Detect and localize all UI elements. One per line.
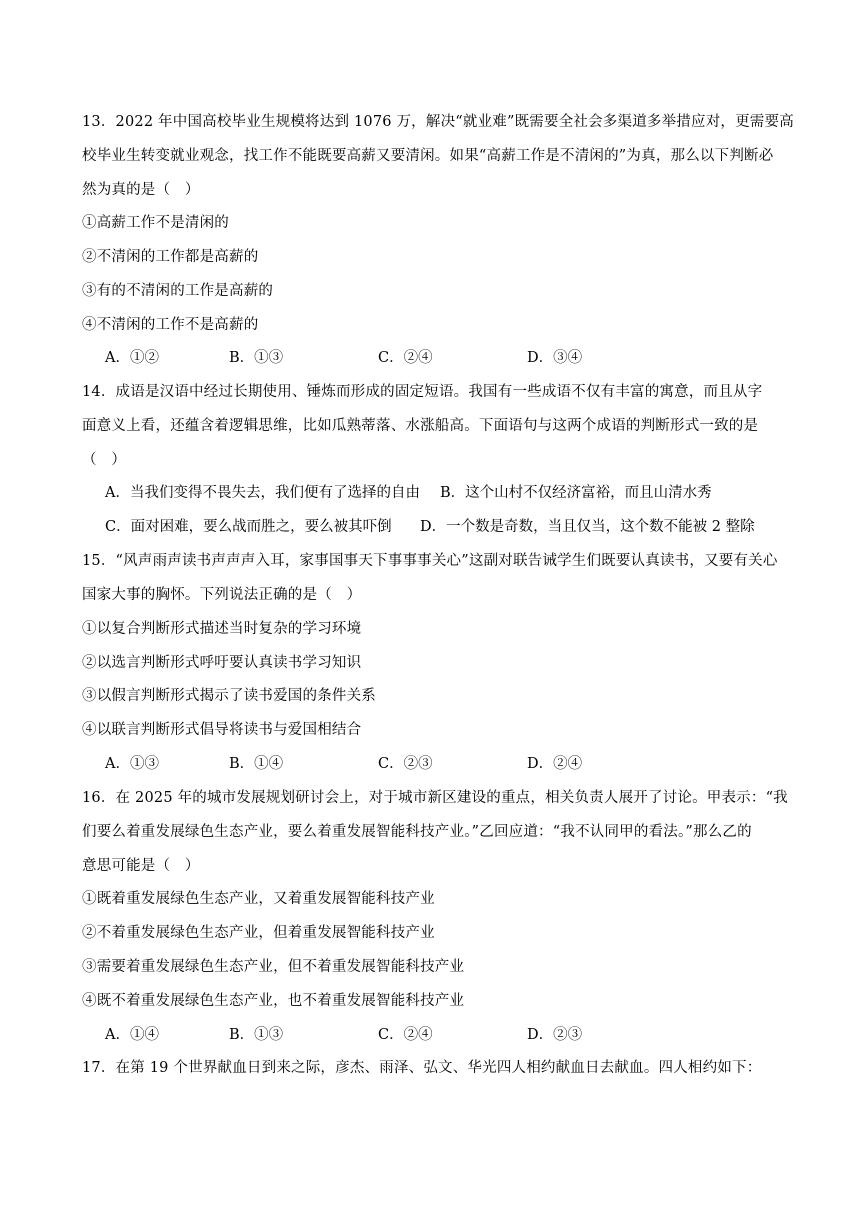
q15-option-b: B．①④ [229,756,284,772]
q16-stem-line-3: 意思可能是（ ） [82,858,200,874]
q16-option-a: A．①④ [105,1027,159,1043]
q13-stem-line-1: 13．2022 年中国高校毕业生规模将达到 1076 万，解决“就业难”既需要全社会多渠道多举措应对，更需要高 [82,114,794,130]
q15-option-d: D．②④ [527,756,583,772]
q16-statement-3: ③需要着重发展绿色生态产业，但不着重发展智能科技产业 [82,959,465,975]
q13-statement-2: ②不清闲的工作都是高薪的 [82,249,259,265]
q15-stem-line-2: 国家大事的胸怀。下列说法正确的是（ ） [82,587,362,603]
q13-option-a: A．①② [105,350,159,366]
q15-statement-4: ④以联言判断形式倡导将读书与爱国相结合 [82,722,362,738]
q16-statement-2: ②不着重发展绿色生态产业，但着重发展智能科技产业 [82,925,435,941]
q14-option-a: A．当我们变得不畏失去，我们便有了选择的自由 [105,485,420,501]
q16-option-b: B．①③ [229,1027,284,1043]
q13-stem-line-3: 然为真的是（ ） [82,182,200,198]
q16-stem-line-2: 们要么着重发展绿色生态产业，要么着重发展智能科技产业。”乙回应道：“我不认同甲的看法。”那么乙的 [82,824,752,840]
q14-stem-line-3: （ ） [82,452,127,468]
q15-option-a: A．①③ [105,756,159,772]
q13-option-b: B．①③ [229,350,284,366]
q13-statement-1: ①高薪工作不是清闲的 [82,215,229,231]
q13-option-d: D．③④ [527,350,583,366]
q16-option-d: D．②③ [527,1027,583,1043]
q14-option-c: C．面对困难，要么战而胜之，要么被其吓倒 [105,519,392,535]
q15-statement-2: ②以选言判断形式呼吁要认真读书学习知识 [82,655,362,671]
q16-option-c: C．②④ [378,1027,433,1043]
q14-stem-line-2: 面意义上看，还蕴含着逻辑思维，比如瓜熟蒂落、水涨船高。下面语句与这两个成语的判断形式一致的是 [82,418,759,434]
q13-statement-4: ④不清闲的工作不是高薪的 [82,317,259,333]
q15-stem-line-1: 15．“风声雨声读书声声声入耳，家事国事天下事事事关心”这副对联告诫学生们既要认真读书，又要有关心 [82,553,778,569]
q15-statement-3: ③以假言判断形式揭示了读书爱国的条件关系 [82,688,376,704]
q14-stem-line-1: 14．成语是汉语中经过长期使用、锤炼而形成的固定短语。我国有一些成语不仅有丰富的寓意，而且从字 [82,384,763,400]
q16-statement-4: ④既不着重发展绿色生态产业，也不着重发展智能科技产业 [82,993,465,1009]
q13-statement-3: ③有的不清闲的工作是高薪的 [82,283,274,299]
q14-option-b: B．这个山村不仅经济富裕，而且山清水秀 [440,485,712,501]
q17-stem-line-1: 17．在第 19 个世界献血日到来之际，彦杰、雨泽、弘文、华光四人相约献血日去献血。四人相约如下： [82,1060,762,1076]
q16-stem-line-1: 16．在 2025 年的城市发展规划研讨会上，对于城市新区建设的重点，相关负责人展开了讨论。甲表示：“我 [82,790,788,806]
q15-statement-1: ①以复合判断形式描述当时复杂的学习环境 [82,621,362,637]
q13-option-c: C．②④ [378,350,433,366]
q15-option-c: C．②③ [378,756,433,772]
q16-statement-1: ①既着重发展绿色生态产业，又着重发展智能科技产业 [82,891,435,907]
q13-stem-line-2: 校毕业生转变就业观念，找工作不能既要高薪又要清闲。如果“高薪工作是不清闲的”为真，那么以下判断必 [82,148,774,164]
q14-option-d: D．一个数是奇数，当且仅当，这个数不能被 2 整除 [420,519,755,535]
